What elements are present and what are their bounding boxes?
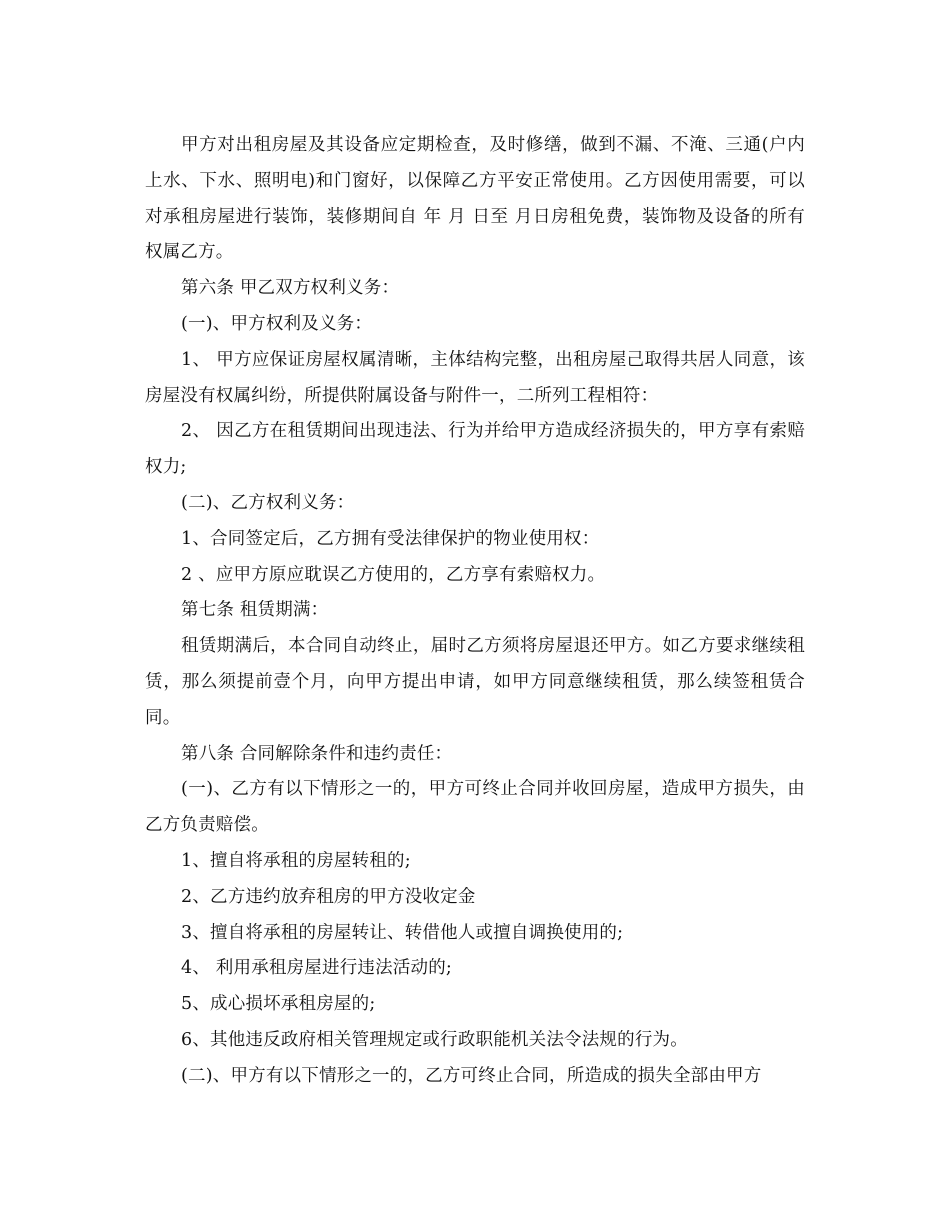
- subheading-party-a-rights: (一)、甲方权利及义务：: [181, 313, 373, 334]
- list-item: 2、 因乙方在租赁期间出现违法、行为并给甲方造成经济损失的，甲方享有索赔权力;: [145, 421, 805, 478]
- subheading-party-a-breach: (二)、甲方有以下情形之一的，乙方可终止合同，所造成的损失全部由甲方: [181, 1065, 762, 1086]
- heading-article-8: 第八条 合同解除条件和违约责任：: [181, 743, 453, 764]
- list-item: 1、擅自将承租的房屋转租的;: [181, 850, 411, 871]
- subheading-party-b-rights: (二)、乙方权利义务：: [181, 492, 355, 513]
- subheading-party-b-breach: (一)、乙方有以下情形之一的，甲方可终止合同并收回房屋，造成甲方损失，由乙方负责赔偿。: [145, 779, 805, 836]
- list-item: 1、 甲方应保证房屋权属清晰，主体结构完整，出租房屋己取得共居人同意，该房屋没有权属纠纷，所提供附属设备与附件一，二所列工程相符：: [145, 349, 805, 406]
- list-item: 5、成心损坏承租房屋的;: [181, 994, 376, 1015]
- list-item: 4、 利用承租房屋进行违法活动的;: [181, 958, 452, 979]
- paragraph-maintenance: 甲方对出租房屋及其设备应定期检查，及时修缮，做到不漏、不淹、三通(户内上水、下水、照明电)和门窗好，以保障乙方平安正常使用。乙方因使用需要，可以对承租房屋进行装饰，装修期间自 年 月 日至 月日房租免费，装饰物及设备的所有权属乙方。: [145, 135, 805, 263]
- list-item: 2 、应甲方原应耽误乙方使用的，乙方享有索赔权力。: [181, 564, 606, 585]
- list-item: 6、其他违反政府相关管理规定或行政职能机关法令法规的行为。: [181, 1029, 688, 1050]
- list-item: 2、乙方违约放弃租房的甲方没收定金: [181, 886, 476, 907]
- paragraph-lease-expiry: 租赁期满后，本合同自动终止，届时乙方须将房屋退还甲方。如乙方要求继续租赁，那么须提前壹个月，向甲方提出申请，如甲方同意继续租赁，那么续签租赁合同。: [145, 636, 805, 728]
- heading-article-7: 第七条 租赁期满：: [181, 600, 329, 621]
- document-page: [145, 128, 805, 1095]
- list-item: 3、擅自将承租的房屋转让、转借他人或擅自调换使用的;: [181, 922, 624, 943]
- heading-article-6: 第六条 甲乙双方权利义务：: [181, 278, 400, 299]
- list-item: 1、合同签定后，乙方拥有受法律保护的物业使用权：: [181, 528, 600, 549]
